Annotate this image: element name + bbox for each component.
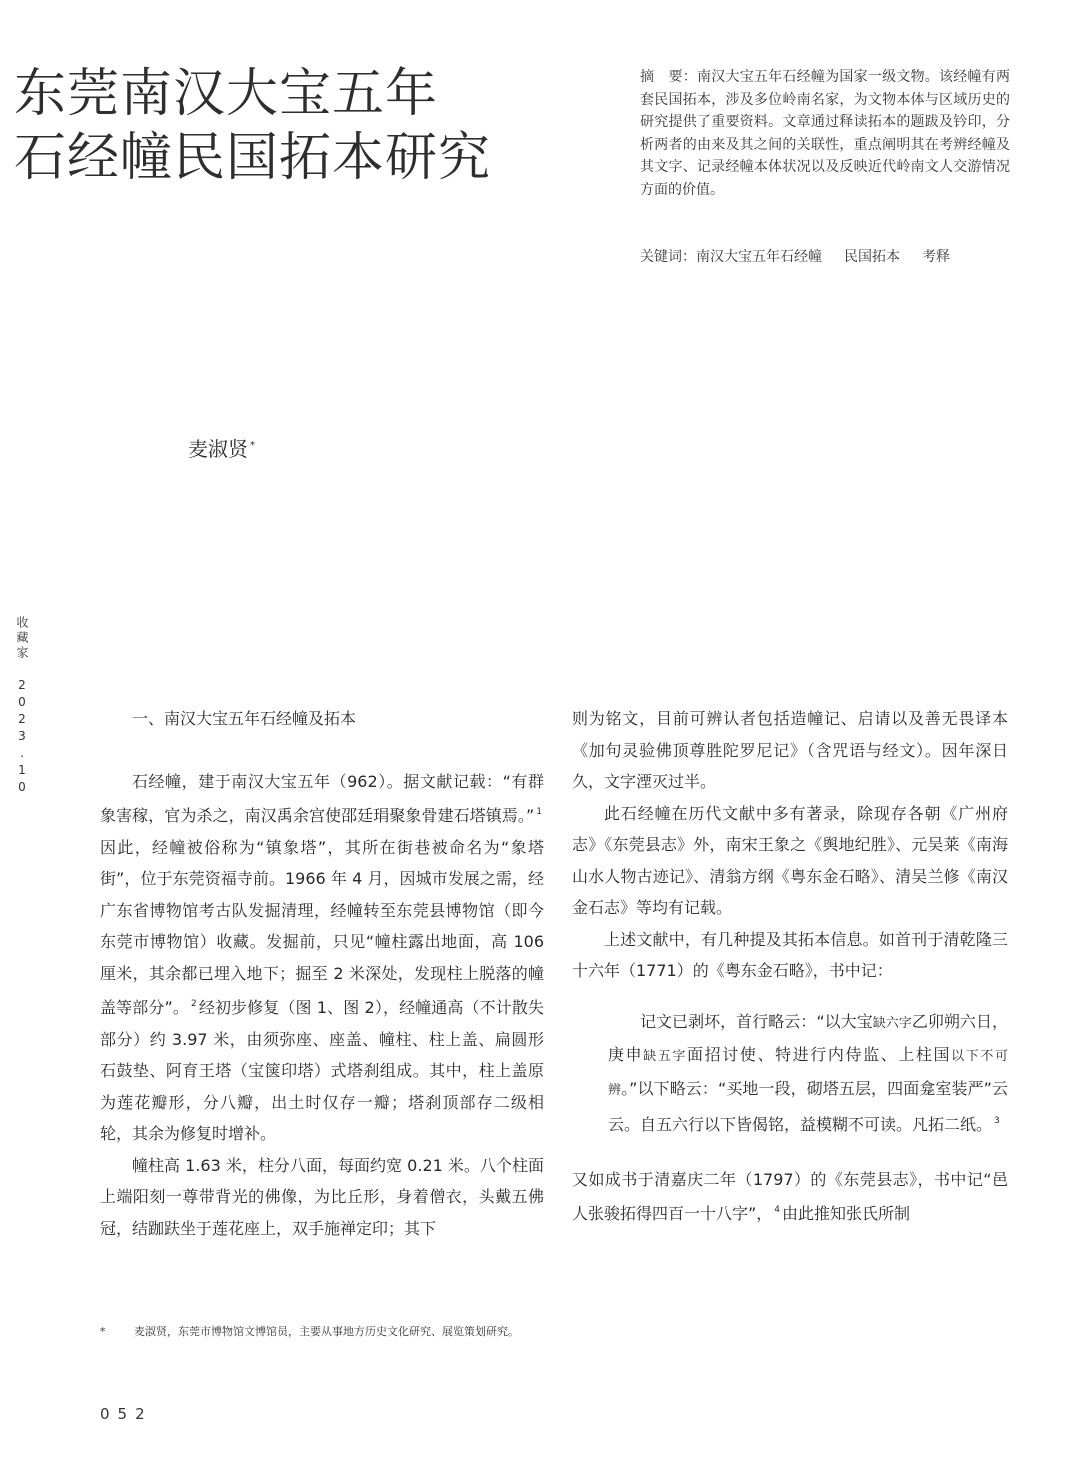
body-column-left [100, 703, 544, 1244]
body-paragraph: 上述文献中，有几种提及其拓本信息。如首刊于清乾隆三十六年（1771）的《粤东金石略》，书中记： [572, 929, 1008, 980]
author-name [188, 432, 255, 463]
keyword-item: 南汉大宝五年石经幢 [696, 249, 822, 265]
journal-name: 收藏家 [15, 616, 29, 661]
quote-text: 记文已剥坏，首行略云：“以大宝 [640, 1011, 873, 1031]
footnote-ref: 2 [190, 999, 197, 1009]
author-footnote-mark: * [250, 440, 255, 451]
footnote-ref: 3 [994, 1116, 1000, 1126]
section-heading: 一、南汉大宝五年石经幢及拓本 [132, 709, 357, 728]
keyword-item: 民国拓本 [844, 249, 900, 265]
footnote-ref: 4 [774, 1205, 781, 1215]
keywords [640, 246, 1020, 268]
block-quote [608, 1006, 1008, 1141]
keyword-item: 考释 [922, 249, 950, 265]
quote-text: 面招讨使、特进行内侍监、上柱国 [687, 1045, 952, 1064]
journal-issue: 2023.10 [15, 678, 29, 797]
body-column-right [572, 703, 1008, 1230]
footnote-text: 麦淑贤，东莞市博物馆文博馆员，主要从事地方历史文化研究、展览策划研究。 [134, 1325, 519, 1338]
paragraph-text: 因此，经幢被俗称为“镇象塔”，其所在街巷被命名为“象塔街”，位于东莞资福寺前。1966 年 4 月，因城市发展之需，经广东省博物馆考古队发掘清理，经幢转至东莞县博物馆（即今东莞市博物馆）收藏。发掘前，只见“幢柱露出地面，高 106 厘米，其余都已埋入地下；掘至 2 米深处，发现柱上脱落的幢盖等部分”。 [100, 837, 544, 1017]
paragraph-text: 石经幢，建于南汉大宝五年（962）。据文献记载：“有群象害稼，官为杀之，南汉禹余宫使邵廷琄聚象骨建石塔镇焉。” [100, 771, 544, 825]
body-paragraph: 此石经幢在历代文献中多有著录，除现存各朝《广州府志》《东莞县志》外，南宋王象之《舆地纪胜》、元吴莱《南海山水人物古迹记》、清翁方纲《粤东金石略》、清吴兰修《南汉金石志》等均有记载。 [572, 803, 1008, 917]
quote-annotation: 以下不可辨 [608, 1049, 1008, 1098]
body-paragraph: 则为铭文，目前可辨认者包括造幢记、启请以及善无畏译本《加句灵验佛顶尊胜陀罗尼记》（含咒语与经文）。因年深日久，文字湮灭过半。 [572, 709, 1008, 791]
abstract [640, 66, 1010, 201]
footnote-mark: * [100, 1325, 106, 1338]
keywords-label: 关键词： [640, 249, 696, 265]
article-title [14, 62, 491, 190]
footnote-ref: 1 [536, 807, 542, 817]
journal-sidebar [14, 616, 30, 797]
body-paragraph [572, 1164, 1008, 1230]
quote-text: 。”以下略云：“买地一段，砌塔五层，四面龛室装严”云云。自五六行以下皆偈铭，益模糊不可读。凡拓二纸。 [608, 1078, 1008, 1134]
author-footnote [100, 1323, 800, 1341]
quote-annotation: 缺五字 [643, 1049, 688, 1064]
body-paragraph [100, 766, 544, 1150]
quote-annotation: 缺六字 [872, 1015, 912, 1031]
author-name-text: 麦淑贤 [188, 437, 248, 461]
title-line-1: 东莞南汉大宝五年 [14, 64, 439, 124]
body-paragraph: 幢柱高 1.63 米，柱分八面，每面约宽 0.21 米。八个柱面上端阳刻一尊带背光的佛像，为比丘形，身着僧衣，头戴五佛冠，结跏趺坐于莲花座上，双手施禅定印；其下 [100, 1155, 544, 1238]
abstract-text: 南汉大宝五年石经幢为国家一级文物。该经幢有两套民国拓本，涉及多位岭南名家，为文物本体与区域历史的研究提供了重要资料。文章通过释读拓本的题跋及钤印，分析两者的由来及其之间的关联性，重点阐明其在考辨经幢及其文字、记录经幢本体状况以及反映近代岭南文人交游情况方面的价值。 [640, 69, 1011, 198]
quote-text: 乙卯朔六日，庚申 [608, 1011, 1008, 1064]
title-line-2: 石经幢民国拓本研究 [14, 128, 492, 188]
paragraph-text: 由此推知张氏所制 [782, 1204, 911, 1223]
paragraph-text: 经初步修复（图 1、图 2），经幢通高（不计散失部分）约 3.97 米，由须弥座、座盖、幢柱、柱上盖、扁圆形石鼓垫、阿育王塔（宝箧印塔）式塔刹组成。其中，柱上盖原为莲花瓣形，分八瓣，出土时仅存一瓣；塔刹顶部存二级相轮，其余为修复时增补。 [100, 998, 544, 1143]
paragraph-text: 又如成书于清嘉庆二年（1797）的《东莞县志》，书中记“邑人张骏拓得四百一十八字”， [572, 1169, 1008, 1223]
page-number: 052 [100, 1405, 153, 1423]
abstract-label: 摘 要： [640, 69, 697, 85]
